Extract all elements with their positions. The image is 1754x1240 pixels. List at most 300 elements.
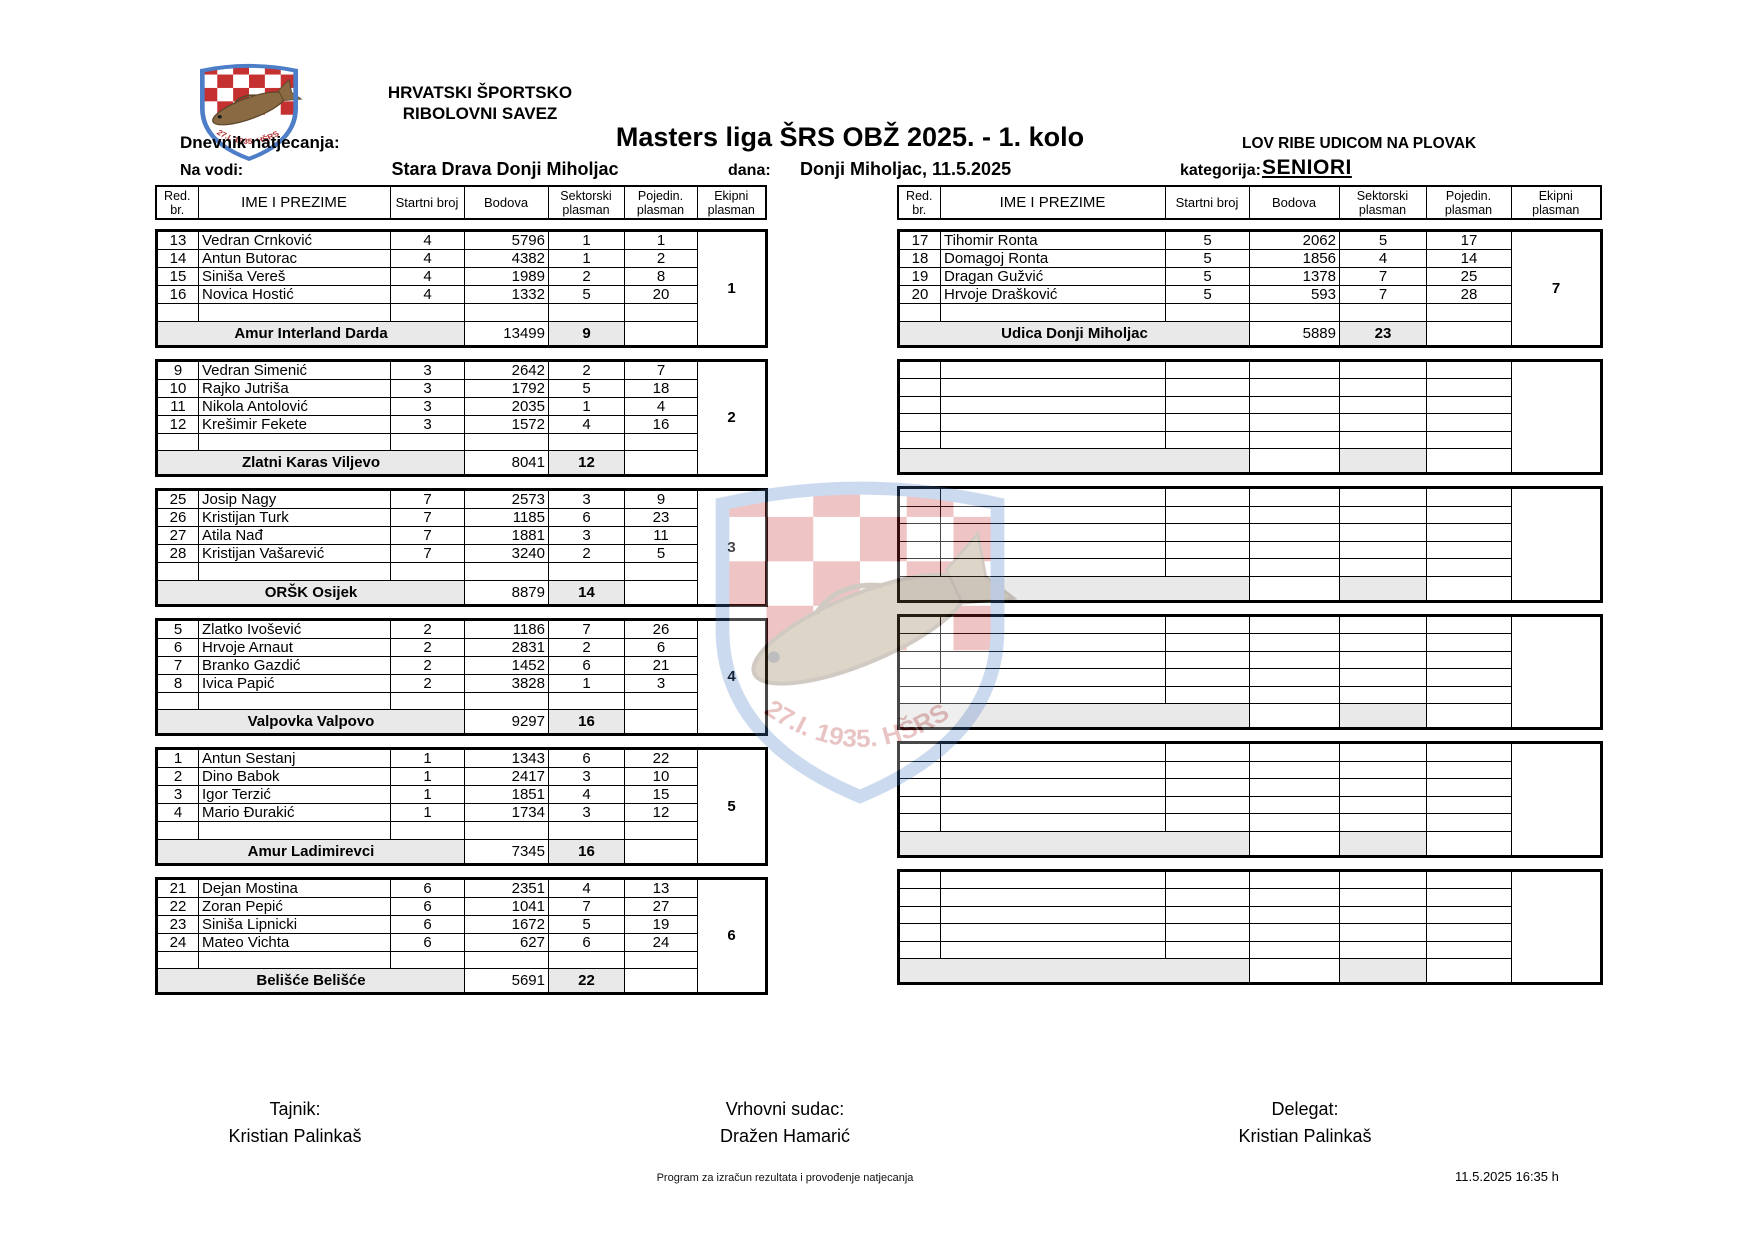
col-pojedin-line2: plasman [1444,202,1493,217]
team-results-table [897,486,1603,603]
competitor-row [157,231,767,250]
points-value: 3828 [465,674,549,692]
start-number: 3 [391,415,465,433]
points-value: 1672 [465,915,549,933]
empty-cell [1340,686,1427,704]
team-name: Belišće Belišće [157,969,465,994]
empty-cell [625,433,698,451]
sector-place: 7 [1340,286,1427,304]
sector-place: 3 [549,768,625,786]
points-value: 2573 [465,490,549,509]
competitor-row [899,889,1602,907]
points-value: 627 [465,933,549,951]
row-number [899,396,941,414]
row-number [899,488,941,507]
team-results-table [897,741,1603,858]
competitor-row [157,674,767,692]
sector-place: 3 [549,490,625,509]
spacer-row [899,941,1602,959]
col-red-line2: br. [170,202,185,217]
competitor-row [157,268,767,286]
start-number: 6 [391,933,465,951]
sector-place [1340,870,1427,889]
points-value: 1332 [465,286,549,304]
team-sector-total: 22 [549,969,625,994]
left-groups-container [155,229,765,995]
team-row-blank [1427,704,1512,729]
points-value [1250,506,1340,524]
points-value: 1572 [465,415,549,433]
venue-label: Na vodi: [180,162,244,179]
start-number: 7 [391,490,465,509]
empty-cell [1166,814,1250,832]
row-number [899,870,941,889]
venue-value: Stara Drava Donji Miholjac [391,159,619,179]
individual-place: 11 [625,527,698,545]
sector-place: 6 [549,656,625,674]
right-results-column [897,185,1600,996]
competitor-name [941,651,1166,669]
empty-cell [549,304,625,322]
sector-place: 2 [549,545,625,563]
date-place-value: Donji Miholjac, 11.5.2025 [800,159,1012,179]
col-ekipni-line2: plasman [1532,202,1580,217]
team-results-table [155,747,768,866]
sector-place [1340,651,1427,669]
empty-cell [157,951,199,969]
team-total-row [157,839,767,864]
team-results-table [897,614,1603,731]
row-number: 21 [157,878,199,897]
sector-place [1340,924,1427,942]
spacer-row [899,559,1602,577]
row-number: 11 [157,397,199,415]
empty-cell [625,822,698,840]
individual-place [1427,924,1512,942]
points-value [1250,414,1340,432]
points-value [1250,541,1340,559]
row-number [899,889,941,907]
col-sektorski [548,186,624,219]
points-value [1250,924,1340,942]
team-total-row [899,959,1602,984]
team-sector-total [1340,449,1427,474]
team-total-row [157,451,767,476]
organization-name [350,82,610,124]
competitor-name: Zlatko Ivošević [199,619,391,638]
empty-cell [1250,814,1340,832]
start-number: 6 [391,897,465,915]
competitor-row [899,615,1602,634]
competitor-row [157,286,767,304]
empty-cell [625,692,698,710]
secretary-label: Tajnik: [269,1099,321,1119]
sector-place: 1 [549,674,625,692]
row-number [899,669,941,687]
competitor-name: Mario Đurakić [199,804,391,822]
team-rank-value: 6 [698,878,767,994]
start-number [1166,651,1250,669]
team-name: Amur Ladimirevci [157,839,465,864]
empty-cell [465,433,549,451]
competitor-row [157,915,767,933]
competitor-name: Kristijan Turk [199,509,391,527]
competitor-name: Kristijan Vašarević [199,545,391,563]
start-number: 6 [391,915,465,933]
competitor-name: Rajko Jutriša [199,379,391,397]
col-pojedin-line1: Pojedin. [1445,188,1492,203]
competitor-name [941,870,1166,889]
empty-cell [1427,941,1512,959]
team-total-row [157,710,767,735]
competitor-row [157,379,767,397]
individual-place [1427,506,1512,524]
team-points-total: 8879 [465,580,549,605]
col-sektorski-line2: plasman [1358,202,1407,217]
spacer-row [157,433,767,451]
points-value: 4382 [465,250,549,268]
points-value [1250,488,1340,507]
empty-cell [941,941,1166,959]
individual-place: 19 [625,915,698,933]
empty-cell [1340,304,1427,322]
individual-place: 10 [625,768,698,786]
spacer-row [157,692,767,710]
left-results-column [155,185,765,1006]
start-number [1166,870,1250,889]
points-value [1250,906,1340,924]
competitor-name: Hrvoje Arnaut [199,638,391,656]
empty-cell [1250,941,1340,959]
start-number [1166,615,1250,634]
col-red-line1: Red. [164,188,191,203]
competitor-name [941,524,1166,542]
competitor-row [899,651,1602,669]
competitor-row [899,268,1602,286]
team-results-table [155,488,768,607]
sector-place [1340,743,1427,762]
row-number: 10 [157,379,199,397]
start-number [1166,379,1250,397]
competitor-row [157,638,767,656]
individual-place: 24 [625,933,698,951]
competitor-name: Siniša Lipnicki [199,915,391,933]
start-number: 7 [391,527,465,545]
start-number [1166,889,1250,907]
col-ekipni-line1: Ekipni [1538,188,1573,203]
individual-place [1427,906,1512,924]
organization-name-line1: HRVATSKI ŠPORTSKO [387,83,573,102]
competitor-name: Dejan Mostina [199,878,391,897]
sector-place: 3 [549,804,625,822]
competitor-row [899,669,1602,687]
row-number: 20 [899,286,941,304]
team-total-row [157,580,767,605]
journal-label: Dnevnik natjecanja: [180,133,340,152]
points-value: 1856 [1250,250,1340,268]
start-number: 5 [1166,250,1250,268]
points-value: 1989 [465,268,549,286]
competitor-name: Dragan Gužvić [941,268,1166,286]
competitor-name [941,360,1166,379]
sector-place [1340,796,1427,814]
points-value [1250,651,1340,669]
row-number: 12 [157,415,199,433]
competitor-row [899,414,1602,432]
col-sektorski-line1: Sektorski [560,188,612,203]
start-number: 1 [391,804,465,822]
col-bodova: Bodova [1249,186,1339,219]
points-value [1250,889,1340,907]
col-pojedin-line2: plasman [636,202,685,217]
start-number: 5 [1166,231,1250,250]
team-total-row [157,321,767,346]
competitor-name: Josip Nagy [199,490,391,509]
competitor-row [157,397,767,415]
individual-place: 27 [625,897,698,915]
empty-cell [391,822,465,840]
sector-place [1340,360,1427,379]
row-number: 18 [899,250,941,268]
individual-place [1427,541,1512,559]
secretary-name: Kristian Palinkaš [228,1126,362,1146]
individual-place: 17 [1427,231,1512,250]
competitor-name: Tihomir Ronta [941,231,1166,250]
row-number [899,761,941,779]
individual-place [1427,615,1512,634]
spacer-row [899,431,1602,449]
col-ekipni [697,186,766,219]
column-header-table [897,185,1602,220]
competitor-row [899,250,1602,268]
sector-place: 2 [549,268,625,286]
empty-cell [1340,431,1427,449]
team-rank-value [1512,360,1602,474]
start-number: 3 [391,379,465,397]
competitor-row [899,779,1602,797]
points-value: 2642 [465,360,549,379]
competitor-row [899,360,1602,379]
points-value: 1734 [465,804,549,822]
row-number: 8 [157,674,199,692]
individual-place [1427,870,1512,889]
team-sector-total [1340,831,1427,856]
team-sector-total: 23 [1340,321,1427,346]
row-number [899,779,941,797]
points-value: 1041 [465,897,549,915]
competitor-name [941,506,1166,524]
competitor-row [899,396,1602,414]
individual-place [1427,743,1512,762]
start-number [1166,506,1250,524]
row-number [899,379,941,397]
competitor-name: Antun Sestanj [199,749,391,768]
row-number: 4 [157,804,199,822]
points-value [1250,669,1340,687]
individual-place [1427,488,1512,507]
empty-cell [1427,304,1512,322]
individual-place [1427,414,1512,432]
col-ekipni-line2: plasman [707,202,755,217]
sector-place: 4 [549,786,625,804]
points-value: 3240 [465,545,549,563]
sector-place [1340,906,1427,924]
competitor-name: Vedran Simenić [199,360,391,379]
empty-cell [391,563,465,581]
team-points-total: 5691 [465,969,549,994]
points-value [1250,634,1340,652]
row-number: 2 [157,768,199,786]
competitor-row [157,897,767,915]
row-number: 15 [157,268,199,286]
competitor-name: Igor Terzić [199,786,391,804]
start-number [1166,743,1250,762]
col-bodova: Bodova [464,186,548,219]
start-number: 4 [391,250,465,268]
sector-place [1340,396,1427,414]
individual-place: 13 [625,878,698,897]
empty-cell [391,433,465,451]
empty-cell [899,304,941,322]
competitor-row [157,768,767,786]
competitor-name: Nikola Antolović [199,397,391,415]
team-name: Valpovka Valpovo [157,710,465,735]
team-rank-value [1512,615,1602,729]
sector-place: 4 [1340,250,1427,268]
sector-place [1340,541,1427,559]
empty-cell [391,304,465,322]
empty-cell [625,951,698,969]
start-number: 1 [391,749,465,768]
empty-cell [549,951,625,969]
competitor-row [157,360,767,379]
empty-cell [1250,686,1340,704]
team-row-blank [625,451,698,476]
competitor-name [941,796,1166,814]
row-number: 1 [157,749,199,768]
sector-place [1340,761,1427,779]
empty-cell [899,941,941,959]
empty-cell [899,559,941,577]
team-total-row [899,321,1602,346]
delegate-label: Delegat: [1271,1099,1339,1119]
empty-cell [1427,431,1512,449]
team-sector-total: 14 [549,580,625,605]
points-value: 2351 [465,878,549,897]
col-pojedin-line1: Pojedin. [637,188,684,203]
team-name: Udica Donji Miholjac [899,321,1250,346]
empty-cell [465,951,549,969]
row-number: 13 [157,231,199,250]
competitor-name [941,743,1166,762]
team-total-row [899,449,1602,474]
empty-cell [1250,431,1340,449]
empty-cell [465,304,549,322]
team-points-total: 8041 [465,451,549,476]
team-name [899,704,1250,729]
row-number [899,541,941,559]
empty-cell [1340,941,1427,959]
start-number [1166,779,1250,797]
row-number: 22 [157,897,199,915]
individual-place [1427,889,1512,907]
team-row-blank [625,839,698,864]
col-startni: Startni broj [1165,186,1249,219]
empty-cell [941,559,1166,577]
team-name [899,831,1250,856]
start-number [1166,924,1250,942]
empty-cell [1340,559,1427,577]
individual-place: 14 [1427,250,1512,268]
competitor-name [941,488,1166,507]
sector-place [1340,669,1427,687]
row-number [899,906,941,924]
start-number [1166,396,1250,414]
points-value: 1343 [465,749,549,768]
individual-place [1427,779,1512,797]
team-points-total [1250,704,1340,729]
points-value [1250,870,1340,889]
competitor-name: Ivica Papić [199,674,391,692]
date-label: dana: [728,162,771,179]
competitor-row [157,619,767,638]
col-red-br [898,186,940,219]
empty-cell [1166,559,1250,577]
individual-place: 22 [625,749,698,768]
points-value [1250,360,1340,379]
empty-cell [1166,431,1250,449]
team-name: Amur Interland Darda [157,321,465,346]
sector-place: 1 [549,250,625,268]
team-row-blank [625,969,698,994]
individual-place: 21 [625,656,698,674]
sector-place: 6 [549,749,625,768]
start-number [1166,634,1250,652]
competitor-name: Domagoj Ronta [941,250,1166,268]
team-row-blank [1427,321,1512,346]
competitor-row [899,488,1602,507]
sector-place [1340,506,1427,524]
points-value: 1452 [465,656,549,674]
category-value: SENIORI [1262,156,1352,179]
points-value: 593 [1250,286,1340,304]
start-number: 3 [391,397,465,415]
start-number: 6 [391,878,465,897]
empty-cell [199,951,391,969]
empty-cell [1340,814,1427,832]
sector-place [1340,634,1427,652]
team-row-blank [625,710,698,735]
empty-cell [199,304,391,322]
competitor-name [941,615,1166,634]
empty-cell [1427,686,1512,704]
competitor-row [157,786,767,804]
empty-cell [1166,304,1250,322]
competitor-name [941,379,1166,397]
team-row-blank [625,580,698,605]
team-sector-total [1340,704,1427,729]
competitor-row [899,286,1602,304]
empty-cell [941,431,1166,449]
individual-place: 15 [625,786,698,804]
col-red-br [156,186,198,219]
competitor-name: Novica Hostić [199,286,391,304]
team-row-blank [625,321,698,346]
competitor-row [899,524,1602,542]
start-number: 7 [391,545,465,563]
start-number [1166,360,1250,379]
header-row [156,186,766,219]
